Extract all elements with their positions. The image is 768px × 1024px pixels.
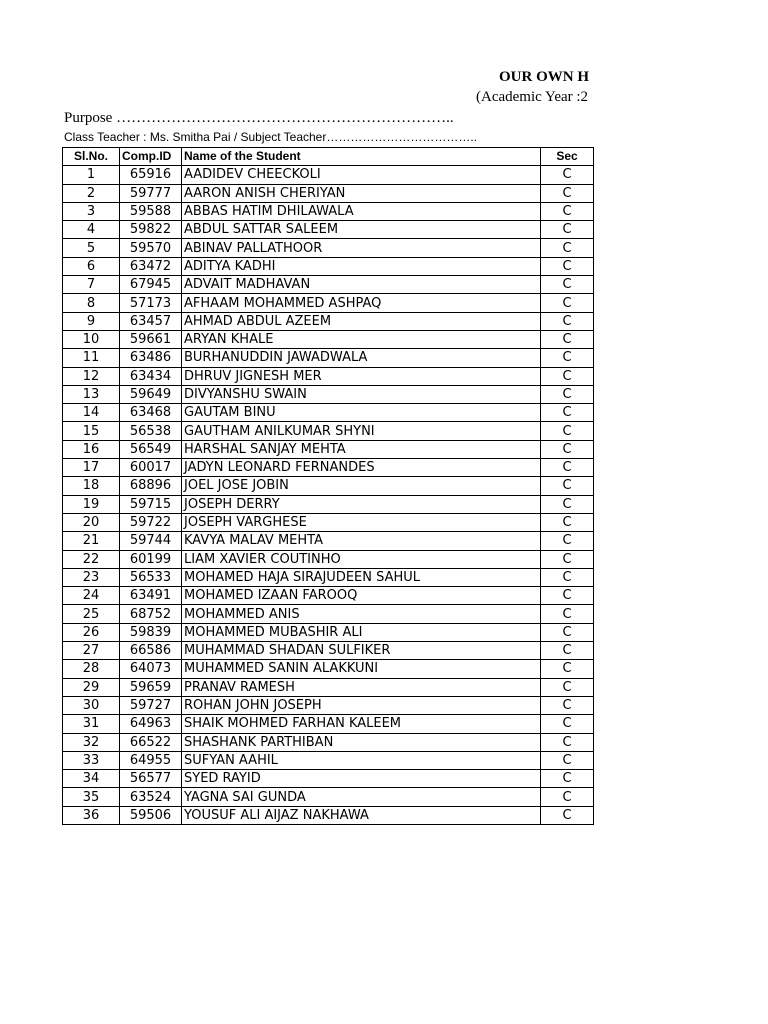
cell-compid: 60199	[120, 550, 182, 568]
table-row	[63, 513, 594, 531]
table-body	[63, 166, 594, 825]
cell-student-name: DIVYANSHU SWAIN	[182, 385, 541, 403]
cell-slno: 23	[63, 568, 120, 586]
cell-slno: 32	[63, 733, 120, 751]
table-row	[63, 276, 594, 294]
cell-compid: 64963	[120, 715, 182, 733]
table-row	[63, 532, 594, 550]
cell-compid: 59727	[120, 696, 182, 714]
cell-section: C	[541, 312, 594, 330]
cell-compid: 59722	[120, 513, 182, 531]
cell-slno: 12	[63, 367, 120, 385]
cell-slno: 3	[63, 202, 120, 220]
cell-compid: 57173	[120, 294, 182, 312]
cell-section: C	[541, 806, 594, 824]
cell-compid: 63457	[120, 312, 182, 330]
cell-slno: 17	[63, 459, 120, 477]
cell-compid: 64073	[120, 660, 182, 678]
table-row	[63, 806, 594, 824]
cell-section: C	[541, 587, 594, 605]
cell-section: C	[541, 276, 594, 294]
cell-slno: 35	[63, 788, 120, 806]
cell-section: C	[541, 751, 594, 769]
cell-section: C	[541, 605, 594, 623]
cell-student-name: SYED RAYID	[182, 770, 541, 788]
cell-section: C	[541, 660, 594, 678]
table-row	[63, 587, 594, 605]
cell-section: C	[541, 184, 594, 202]
cell-compid: 59659	[120, 678, 182, 696]
cell-student-name: AHMAD ABDUL AZEEM	[182, 312, 541, 330]
cell-slno: 31	[63, 715, 120, 733]
cell-slno: 36	[63, 806, 120, 824]
table-row	[63, 751, 594, 769]
cell-student-name: ABDUL SATTAR SALEEM	[182, 221, 541, 239]
table-row	[63, 459, 594, 477]
column-header-name: Name of the Student	[182, 148, 541, 166]
cell-section: C	[541, 239, 594, 257]
cell-section: C	[541, 495, 594, 513]
cell-compid: 59715	[120, 495, 182, 513]
cell-slno: 21	[63, 532, 120, 550]
cell-section: C	[541, 678, 594, 696]
cell-section: C	[541, 550, 594, 568]
table-row	[63, 330, 594, 348]
purpose-line: Purpose …………………………………………………………..	[64, 110, 454, 126]
table-row	[63, 166, 594, 184]
cell-section: C	[541, 568, 594, 586]
cell-section: C	[541, 532, 594, 550]
table-row	[63, 404, 594, 422]
cell-student-name: GAUTHAM ANILKUMAR SHYNI	[182, 422, 541, 440]
cell-compid: 64955	[120, 751, 182, 769]
cell-section: C	[541, 166, 594, 184]
cell-slno: 15	[63, 422, 120, 440]
table-row	[63, 770, 594, 788]
table-row	[63, 202, 594, 220]
table-row	[63, 477, 594, 495]
cell-student-name: YAGNA SAI GUNDA	[182, 788, 541, 806]
cell-section: C	[541, 294, 594, 312]
cell-section: C	[541, 696, 594, 714]
cell-slno: 18	[63, 477, 120, 495]
cell-section: C	[541, 440, 594, 458]
cell-compid: 63491	[120, 587, 182, 605]
cell-compid: 63524	[120, 788, 182, 806]
cell-slno: 11	[63, 349, 120, 367]
cell-student-name: JOSEPH VARGHESE	[182, 513, 541, 531]
cell-slno: 16	[63, 440, 120, 458]
cell-compid: 60017	[120, 459, 182, 477]
cell-slno: 20	[63, 513, 120, 531]
student-table	[62, 147, 594, 825]
table-row	[63, 678, 594, 696]
table-row	[63, 221, 594, 239]
cell-student-name: HARSHAL SANJAY MEHTA	[182, 440, 541, 458]
cell-student-name: ADVAIT MADHAVAN	[182, 276, 541, 294]
table-row	[63, 605, 594, 623]
cell-slno: 29	[63, 678, 120, 696]
table-row	[63, 184, 594, 202]
cell-slno: 2	[63, 184, 120, 202]
cell-compid: 59777	[120, 184, 182, 202]
cell-compid: 59570	[120, 239, 182, 257]
cell-slno: 13	[63, 385, 120, 403]
cell-slno: 9	[63, 312, 120, 330]
cell-student-name: YOUSUF ALI AIJAZ NAKHAWA	[182, 806, 541, 824]
academic-year-label: (Academic Year :2	[476, 89, 589, 105]
cell-student-name: JOSEPH DERRY	[182, 495, 541, 513]
cell-student-name: MOHAMMED MUBASHIR ALI	[182, 623, 541, 641]
cell-slno: 28	[63, 660, 120, 678]
cell-compid: 63486	[120, 349, 182, 367]
cell-student-name: ARYAN KHALE	[182, 330, 541, 348]
cell-section: C	[541, 202, 594, 220]
table-row	[63, 733, 594, 751]
cell-student-name: AADIDEV CHEECKOLI	[182, 166, 541, 184]
cell-slno: 8	[63, 294, 120, 312]
cell-compid: 67945	[120, 276, 182, 294]
cell-slno: 22	[63, 550, 120, 568]
cell-section: C	[541, 788, 594, 806]
table-row	[63, 568, 594, 586]
cell-compid: 59506	[120, 806, 182, 824]
cell-section: C	[541, 221, 594, 239]
cell-compid: 59661	[120, 330, 182, 348]
table-row	[63, 312, 594, 330]
cell-compid: 59822	[120, 221, 182, 239]
table-row	[63, 385, 594, 403]
cell-student-name: ADITYA KADHI	[182, 257, 541, 275]
document-title: OUR OWN H	[499, 69, 589, 85]
cell-student-name: ROHAN JOHN JOSEPH	[182, 696, 541, 714]
cell-student-name: MOHAMED HAJA SIRAJUDEEN SAHUL	[182, 568, 541, 586]
cell-student-name: PRANAV RAMESH	[182, 678, 541, 696]
table-row	[63, 367, 594, 385]
cell-section: C	[541, 459, 594, 477]
cell-student-name: SUFYAN AAHIL	[182, 751, 541, 769]
cell-section: C	[541, 715, 594, 733]
cell-slno: 7	[63, 276, 120, 294]
table-row	[63, 257, 594, 275]
cell-student-name: SHASHANK PARTHIBAN	[182, 733, 541, 751]
cell-slno: 30	[63, 696, 120, 714]
cell-section: C	[541, 477, 594, 495]
cell-compid: 66586	[120, 642, 182, 660]
cell-student-name: MUHAMMED SANIN ALAKKUNI	[182, 660, 541, 678]
table-header-row	[63, 148, 594, 166]
cell-compid: 66522	[120, 733, 182, 751]
cell-slno: 5	[63, 239, 120, 257]
cell-compid: 56549	[120, 440, 182, 458]
cell-section: C	[541, 349, 594, 367]
table-row	[63, 660, 594, 678]
table-row	[63, 239, 594, 257]
cell-slno: 25	[63, 605, 120, 623]
cell-student-name: MOHAMMED ANIS	[182, 605, 541, 623]
cell-slno: 1	[63, 166, 120, 184]
cell-compid: 65916	[120, 166, 182, 184]
table-row	[63, 623, 594, 641]
cell-slno: 19	[63, 495, 120, 513]
table-row	[63, 642, 594, 660]
cell-student-name: JADYN LEONARD FERNANDES	[182, 459, 541, 477]
table-row	[63, 788, 594, 806]
cell-compid: 63434	[120, 367, 182, 385]
cell-section: C	[541, 422, 594, 440]
cell-slno: 33	[63, 751, 120, 769]
cell-slno: 14	[63, 404, 120, 422]
cell-section: C	[541, 623, 594, 641]
table-row	[63, 440, 594, 458]
cell-student-name: LIAM XAVIER COUTINHO	[182, 550, 541, 568]
cell-compid: 56538	[120, 422, 182, 440]
cell-slno: 6	[63, 257, 120, 275]
table-row	[63, 422, 594, 440]
cell-student-name: SHAIK MOHMED FARHAN KALEEM	[182, 715, 541, 733]
cell-slno: 34	[63, 770, 120, 788]
cell-section: C	[541, 330, 594, 348]
cell-student-name: KAVYA MALAV MEHTA	[182, 532, 541, 550]
column-header-sec: Sec	[541, 148, 594, 166]
table-row	[63, 696, 594, 714]
column-header-compid: Comp.ID	[120, 148, 182, 166]
cell-student-name: MUHAMMAD SHADAN SULFIKER	[182, 642, 541, 660]
cell-student-name: ABBAS HATIM DHILAWALA	[182, 202, 541, 220]
table-row	[63, 294, 594, 312]
cell-slno: 4	[63, 221, 120, 239]
cell-compid: 56577	[120, 770, 182, 788]
cell-student-name: AFHAAM MOHAMMED ASHPAQ	[182, 294, 541, 312]
cell-compid: 68896	[120, 477, 182, 495]
cell-slno: 27	[63, 642, 120, 660]
cell-compid: 59649	[120, 385, 182, 403]
cell-section: C	[541, 513, 594, 531]
cell-compid: 59744	[120, 532, 182, 550]
cell-student-name: GAUTAM BINU	[182, 404, 541, 422]
cell-student-name: ABINAV PALLATHOOR	[182, 239, 541, 257]
table-row	[63, 495, 594, 513]
cell-compid: 68752	[120, 605, 182, 623]
table-row	[63, 349, 594, 367]
cell-section: C	[541, 733, 594, 751]
cell-compid: 59588	[120, 202, 182, 220]
cell-student-name: AARON ANISH CHERIYAN	[182, 184, 541, 202]
table-row	[63, 715, 594, 733]
cell-section: C	[541, 367, 594, 385]
cell-section: C	[541, 642, 594, 660]
cell-section: C	[541, 770, 594, 788]
cell-student-name: MOHAMED IZAAN FAROOQ	[182, 587, 541, 605]
cell-student-name: BURHANUDDIN JAWADWALA	[182, 349, 541, 367]
cell-compid: 56533	[120, 568, 182, 586]
cell-section: C	[541, 257, 594, 275]
cell-student-name: DHRUV JIGNESH MER	[182, 367, 541, 385]
cell-slno: 24	[63, 587, 120, 605]
cell-slno: 10	[63, 330, 120, 348]
cell-compid: 63472	[120, 257, 182, 275]
column-header-slno: Sl.No.	[63, 148, 120, 166]
cell-section: C	[541, 385, 594, 403]
cell-compid: 59839	[120, 623, 182, 641]
table-row	[63, 550, 594, 568]
cell-section: C	[541, 404, 594, 422]
teacher-line: Class Teacher : Ms. Smitha Pai / Subject Teacher………………………………..	[64, 130, 478, 144]
cell-slno: 26	[63, 623, 120, 641]
cell-compid: 63468	[120, 404, 182, 422]
cell-student-name: JOEL JOSE JOBIN	[182, 477, 541, 495]
